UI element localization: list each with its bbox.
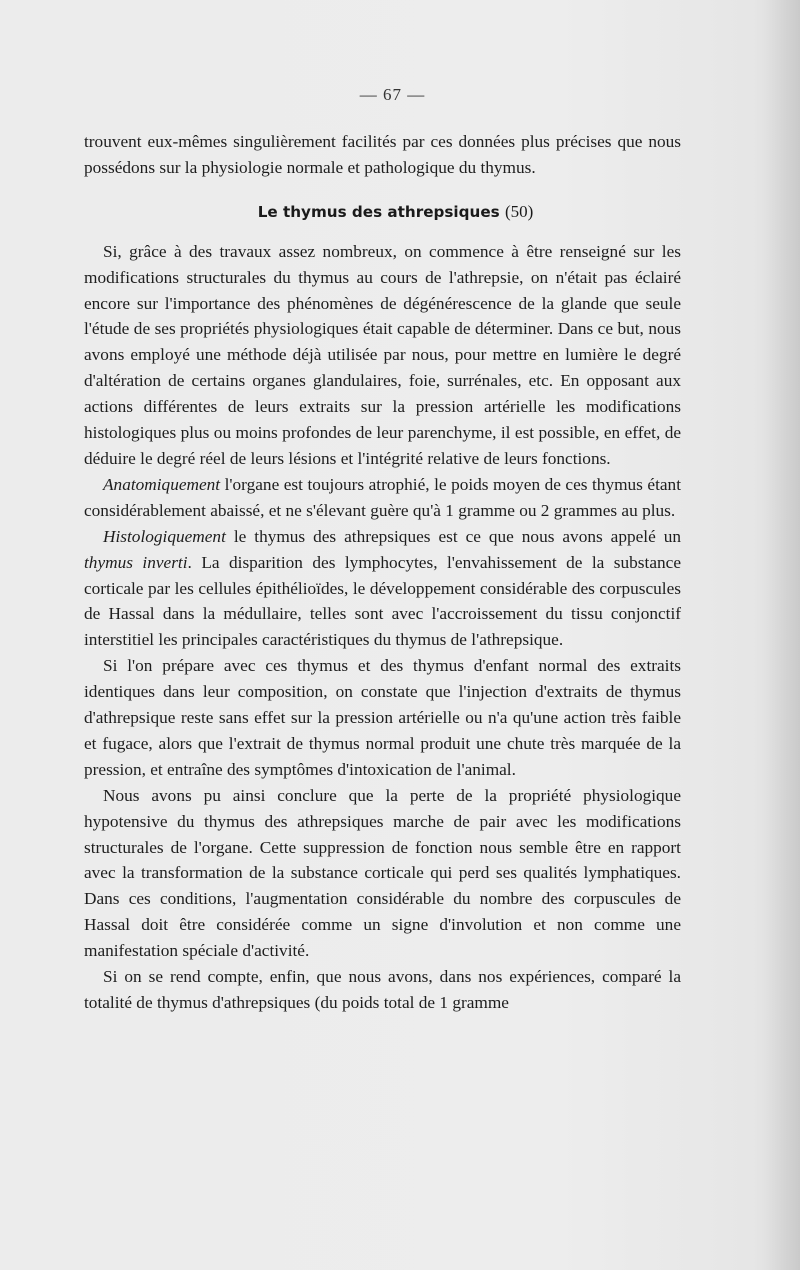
paragraph-3-text-a: le thymus des athrepsiques est ce que nous avons appelé un <box>225 526 681 546</box>
paragraph-5: Nous avons pu ainsi conclure que la perte de la propriété physiologique hypotensive du thymus des athrepsiques marche de pair avec les modifications structurales de l'organe. Cette suppression de fonction nous semble être en rapport avec la transformation de la substance corticale qui perd ses qualités lymphatiques. Dans ces conditions, l'augmentation considérable du nombre des corpuscules de Hassal doit être considérée comme un signe d'involution et non comme une manifestation spéciale d'activité. <box>84 785 681 961</box>
paragraph-1: Si, grâce à des travaux assez nombreux, on commence à être renseigné sur les modifications structurales du thymus au cours de l'athrepsie, on n'était pas éclairé encore sur l'importance des phénomènes de dégénérescence de la glande que seule l'étude de ses propriétés physiologiques était capable de déterminer. Dans ce but, nous avons employé une méthode déjà utilisée par nous, pour mettre en lumière le degré d'altération de certains organes glandulaires, foie, surrénales, etc. En opposant aux actions différentes de leurs extraits sur la pression artérielle les modifications histologiques plus ou moins profondes de leur parenchyme, il est possible, en effet, de déduire le degré réel de leurs lésions et l'intégrité relative de leurs fonctions. <box>84 241 681 468</box>
paragraph-2 <box>84 472 681 524</box>
paragraph-2-text: l'organe est toujours atrophié, le poids moyen de ces thymus étant considérablement abaissé, et ne s'élevant guère qu'à 1 gramme ou 2 grammes au plus. <box>84 474 681 520</box>
binding-shadow <box>764 0 800 1270</box>
paragraph-3-italic-term: thymus inverti <box>84 552 188 572</box>
paragraph-3-italic: Histologiquement <box>103 526 226 546</box>
page-text-block <box>84 82 681 1016</box>
section-title <box>84 199 681 225</box>
paragraph-3 <box>84 524 681 654</box>
section-title-number: (50) <box>504 201 534 221</box>
paragraph-4: Si l'on prépare avec ces thymus et des thymus d'enfant normal des extraits identiques dans leur composition, on constate que l'injection d'extraits de thymus d'athrepsique reste sans effet sur la pression artérielle ou n'a qu'une action très faible et fugace, alors que l'extrait de thymus normal produit une chute très marquée de la pression, et entraîne des symptômes d'intoxication de l'animal. <box>84 656 681 779</box>
paragraph-2-italic: Anatomiquement <box>103 474 221 494</box>
paragraph-6: Si on se rend compte, enfin, que nous avons, dans nos expériences, comparé la totalité de thymus d'athrepsiques (du poids total de 1 gramme <box>84 967 681 1012</box>
section-title-text: Le thymus des athrepsiques <box>257 202 500 221</box>
page-number: — 67 — <box>359 85 426 104</box>
paragraph-3-text-b: . La disparition des lymphocytes, l'envahissement de la substance corticale par les cellules épithélioïdes, le développement considérable des corpuscules de Hassal dans la médullaire, telles sont avec l'accroissement du tissu conjonctif interstitiel les principales caractéristiques du thymus de l'athrepsique. <box>84 552 681 650</box>
intro-paragraph: trouvent eux-mêmes singulièrement facilités par ces données plus précises que nous possédons sur la physiologie normale et pathologique du thymus. <box>84 131 681 177</box>
